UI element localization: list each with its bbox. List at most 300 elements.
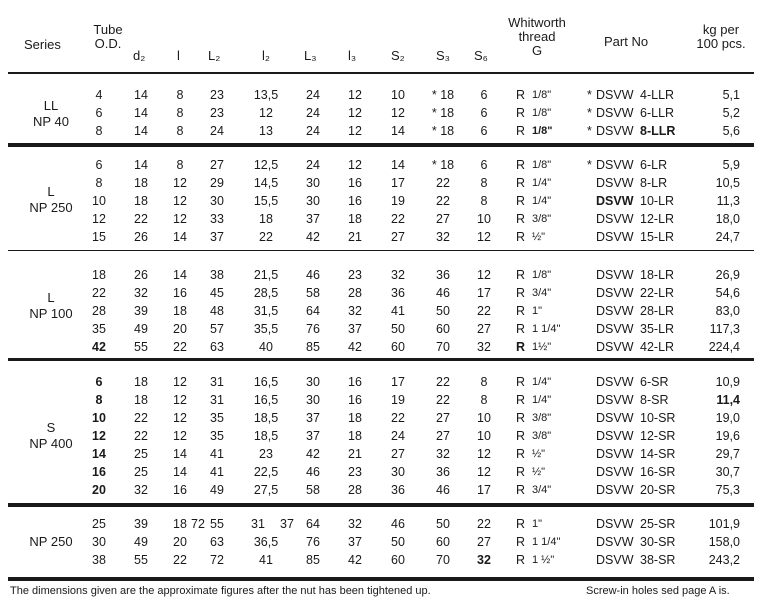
cell-thread-size: 1 1/4" bbox=[532, 323, 561, 335]
cell-thread-size: 3/4" bbox=[532, 484, 552, 496]
cell-l3: 16 bbox=[348, 176, 362, 190]
cell-part-star: * bbox=[587, 88, 592, 102]
cell-od: 12 bbox=[92, 429, 106, 443]
cell-l2: 41 bbox=[259, 553, 273, 567]
header-kg-line2: 100 pcs. bbox=[696, 36, 746, 51]
cell-thread-size: 1/4" bbox=[532, 195, 552, 207]
cell-part-star: * bbox=[587, 124, 592, 138]
cell-od: 4 bbox=[95, 88, 103, 102]
table-row bbox=[0, 104, 762, 122]
cell-part-code: 10-SR bbox=[640, 411, 676, 425]
cell-L3: 24 bbox=[306, 88, 320, 102]
cell-L3: 58 bbox=[306, 483, 320, 497]
cell-S3: 60 bbox=[436, 535, 450, 549]
cell-L2: 57 bbox=[210, 322, 224, 336]
cell-part-code: 22-LR bbox=[640, 286, 675, 300]
cell-L2: 23 bbox=[210, 106, 224, 120]
cell-part-code: 35-LR bbox=[640, 322, 675, 336]
cell-part-prefix: DSVW bbox=[596, 158, 634, 172]
table-row bbox=[0, 266, 762, 284]
table-row bbox=[0, 515, 762, 533]
cell-thread-r: R bbox=[516, 106, 526, 120]
cell-l3: 12 bbox=[348, 106, 362, 120]
cell-kg: 224,4 bbox=[708, 340, 740, 354]
cell-l2: 18,5 bbox=[253, 429, 279, 443]
cell-d2: 14 bbox=[134, 124, 148, 138]
cell-kg: 158,0 bbox=[708, 535, 740, 549]
cell-kg: 10,5 bbox=[715, 176, 740, 190]
cell-l3: 23 bbox=[348, 465, 362, 479]
cell-S3: * 18 bbox=[431, 124, 455, 138]
cell-od: 30 bbox=[92, 535, 106, 549]
cell-L3: 64 bbox=[306, 304, 320, 318]
cell-part-code: 16-SR bbox=[640, 465, 676, 479]
cell-part-code: 38-SR bbox=[640, 553, 676, 567]
cell-thread-size: 1/8" bbox=[532, 107, 552, 119]
cell-d2: 14 bbox=[134, 158, 148, 172]
cell-l: 8 bbox=[176, 88, 184, 102]
cell-part-prefix: DSVW bbox=[596, 176, 634, 190]
cell-S6: 10 bbox=[477, 411, 491, 425]
cell-L2: 72 bbox=[210, 553, 224, 567]
cell-S2: 12 bbox=[391, 106, 405, 120]
cell-l3: 16 bbox=[348, 194, 362, 208]
cell-S3: 50 bbox=[436, 517, 450, 531]
series-label-line: L bbox=[47, 290, 55, 305]
table-row bbox=[0, 156, 762, 174]
table-row bbox=[0, 174, 762, 192]
cell-l3: 21 bbox=[348, 230, 362, 244]
cell-S3: 32 bbox=[436, 230, 450, 244]
table-row bbox=[0, 533, 762, 551]
cell-kg: 29,7 bbox=[715, 447, 740, 461]
cell-thread-r: R bbox=[516, 517, 526, 531]
cell-thread-size: ½" bbox=[532, 466, 546, 478]
cell-kg: 19,0 bbox=[715, 411, 740, 425]
table-row bbox=[0, 284, 762, 302]
cell-l2: 23 bbox=[259, 447, 273, 461]
cell-S2: 60 bbox=[391, 340, 405, 354]
cell-L3: 85 bbox=[306, 553, 320, 567]
cell-l: 8 bbox=[176, 106, 184, 120]
cell-l2: 22,5 bbox=[253, 465, 279, 479]
cell-thread-r: R bbox=[516, 194, 526, 208]
cell-d2: 32 bbox=[134, 286, 148, 300]
cell-thread-r: R bbox=[516, 322, 526, 336]
cell-l2: 13,5 bbox=[253, 88, 279, 102]
cell-S3: * 18 bbox=[431, 158, 455, 172]
cell-od: 14 bbox=[92, 447, 106, 461]
cell-L3: 30 bbox=[306, 194, 320, 208]
cell-part-code: 4-LLR bbox=[640, 88, 675, 102]
cell-l3: 12 bbox=[348, 124, 362, 138]
header-whitworth bbox=[502, 16, 572, 58]
cell-S3: 46 bbox=[436, 286, 450, 300]
cell-part-code: 8-LLR bbox=[640, 124, 676, 138]
cell-l: 20 bbox=[173, 535, 187, 549]
cell-S2: 19 bbox=[391, 194, 405, 208]
cell-S6: 8 bbox=[480, 194, 488, 208]
cell-L3: 46 bbox=[306, 465, 320, 479]
cell-od: 25 bbox=[92, 517, 106, 531]
cell-l: 12 bbox=[173, 393, 187, 407]
cell-thread-size: 1/8" bbox=[532, 269, 552, 281]
cell-kg: 5,2 bbox=[722, 106, 740, 120]
cell-part-code: 6-SR bbox=[640, 375, 669, 389]
cell-S6: 12 bbox=[477, 268, 491, 282]
cell-L3: 76 bbox=[306, 322, 320, 336]
cell-d2: 22 bbox=[134, 212, 148, 226]
cell-thread-r: R bbox=[516, 429, 526, 443]
cell-part-prefix: DSVW bbox=[596, 230, 634, 244]
cell-l3: 16 bbox=[348, 393, 362, 407]
cell-l2: 31 bbox=[251, 517, 265, 531]
cell-S3: 27 bbox=[436, 411, 450, 425]
header-l: l bbox=[177, 48, 180, 63]
cell-l3: 32 bbox=[348, 304, 362, 318]
cell-l3: 28 bbox=[348, 483, 362, 497]
cell-part-prefix: DSVW bbox=[596, 429, 634, 443]
cell-part-code: 30-SR bbox=[640, 535, 676, 549]
cell-thread-size: 1 ½" bbox=[532, 554, 555, 566]
cell-S2: 10 bbox=[391, 88, 405, 102]
cell-part-code: 28-LR bbox=[640, 304, 675, 318]
cell-S2: 60 bbox=[391, 553, 405, 567]
cell-l2: 18,5 bbox=[253, 411, 279, 425]
header-tube-line2: O.D. bbox=[94, 36, 122, 51]
cell-l: 12 bbox=[173, 176, 187, 190]
header-whit-line2: thread bbox=[518, 29, 556, 44]
table-row bbox=[0, 86, 762, 104]
cell-l3: 16 bbox=[348, 375, 362, 389]
rule-group-1 bbox=[8, 143, 754, 147]
cell-l3: 37 bbox=[348, 535, 362, 549]
cell-l2: 36,5 bbox=[253, 535, 279, 549]
header-L3: L₃ bbox=[304, 48, 317, 63]
cell-part-prefix: DSVW bbox=[596, 286, 634, 300]
cell-part-code: 8-LR bbox=[640, 176, 668, 190]
cell-L2: 35 bbox=[210, 429, 224, 443]
cell-S3: 36 bbox=[436, 465, 450, 479]
cell-l2: 12,5 bbox=[253, 158, 279, 172]
cell-S6: 8 bbox=[480, 375, 488, 389]
cell-od: 20 bbox=[92, 483, 106, 497]
cell-part-prefix: DSVW bbox=[596, 447, 634, 461]
cell-S2: 30 bbox=[391, 465, 405, 479]
cell-l2: 35,5 bbox=[253, 322, 279, 336]
series-label-line: S bbox=[46, 420, 56, 435]
cell-S3: 22 bbox=[436, 176, 450, 190]
header-part-no: Part No bbox=[604, 34, 649, 49]
cell-S6: 12 bbox=[477, 230, 491, 244]
header-kg-line1: kg per bbox=[702, 22, 740, 37]
header-whit-line1: Whitworth bbox=[508, 15, 566, 30]
cell-part-code: 8-SR bbox=[640, 393, 669, 407]
cell-l3: 37 bbox=[348, 322, 362, 336]
cell-kg: 243,2 bbox=[708, 553, 740, 567]
cell-L3: 76 bbox=[306, 535, 320, 549]
cell-l3: 18 bbox=[348, 212, 362, 226]
cell-d2: 26 bbox=[134, 230, 148, 244]
cell-part-code: 12-SR bbox=[640, 429, 676, 443]
cell-S6: 10 bbox=[477, 429, 491, 443]
cell-l2-extra: 37 bbox=[280, 517, 294, 531]
rule-group-3 bbox=[8, 358, 754, 361]
cell-thread-r: R bbox=[516, 304, 526, 318]
header-series: Series bbox=[24, 37, 61, 52]
rule-group-4 bbox=[8, 503, 754, 507]
cell-od: 6 bbox=[95, 106, 103, 120]
cell-thread-r: R bbox=[516, 88, 526, 102]
cell-kg: 5,6 bbox=[722, 124, 740, 138]
cell-l: 16 bbox=[173, 286, 187, 300]
cell-L2: 30 bbox=[210, 194, 224, 208]
cell-S2: 50 bbox=[391, 535, 405, 549]
cell-l3: 28 bbox=[348, 286, 362, 300]
cell-l: 16 bbox=[173, 483, 187, 497]
cell-S6: 27 bbox=[477, 535, 491, 549]
cell-l: 8 bbox=[176, 124, 184, 138]
cell-thread-size: ½" bbox=[532, 448, 546, 460]
cell-l: 22 bbox=[173, 553, 187, 567]
cell-od: 16 bbox=[92, 465, 106, 479]
cell-L2: 41 bbox=[210, 465, 224, 479]
cell-part-prefix: DSVW bbox=[596, 375, 634, 389]
cell-S6: 32 bbox=[477, 340, 491, 354]
cell-S6: 8 bbox=[480, 393, 488, 407]
series-label-line: NP 250 bbox=[29, 534, 73, 549]
cell-l2: 18 bbox=[259, 212, 273, 226]
series-label-line: L bbox=[47, 184, 55, 199]
cell-S2: 36 bbox=[391, 286, 405, 300]
cell-S2: 24 bbox=[391, 429, 405, 443]
cell-S6: 6 bbox=[480, 88, 488, 102]
cell-l: 12 bbox=[173, 194, 187, 208]
cell-l2: 21,5 bbox=[253, 268, 279, 282]
cell-l3: 18 bbox=[348, 429, 362, 443]
header-S6: S₆ bbox=[474, 48, 488, 63]
cell-d2: 55 bbox=[134, 340, 148, 354]
cell-d2: 22 bbox=[134, 411, 148, 425]
cell-part-code: 20-SR bbox=[640, 483, 676, 497]
cell-d2: 25 bbox=[134, 447, 148, 461]
cell-S2: 17 bbox=[391, 375, 405, 389]
cell-thread-size: 1/8" bbox=[532, 89, 552, 101]
cell-l2: 12 bbox=[259, 106, 273, 120]
cell-thread-size: 1/8" bbox=[532, 159, 552, 171]
cell-L3: 42 bbox=[306, 447, 320, 461]
cell-l: 12 bbox=[173, 375, 187, 389]
cell-part-prefix: DSVW bbox=[596, 194, 634, 208]
cell-thread-size: 1/8" bbox=[532, 125, 553, 137]
cell-od: 28 bbox=[92, 304, 106, 318]
cell-od: 38 bbox=[92, 553, 106, 567]
cell-L2: 29 bbox=[210, 176, 224, 190]
cell-kg: 11,3 bbox=[716, 194, 740, 208]
cell-l-extra: 72 bbox=[191, 517, 205, 531]
cell-thread-r: R bbox=[516, 212, 526, 226]
cell-S6: 22 bbox=[477, 304, 491, 318]
cell-part-code: 10-LR bbox=[640, 194, 675, 208]
cell-d2: 22 bbox=[134, 429, 148, 443]
cell-L2: 45 bbox=[210, 286, 224, 300]
cell-thread-size: 1/4" bbox=[532, 376, 552, 388]
cell-od: 6 bbox=[95, 375, 103, 389]
cell-part-prefix: DSVW bbox=[596, 553, 634, 567]
cell-thread-size: 1/4" bbox=[532, 394, 552, 406]
cell-L2: 31 bbox=[210, 375, 224, 389]
table-row bbox=[0, 320, 762, 338]
cell-l2: 27,5 bbox=[253, 483, 279, 497]
cell-S3: 70 bbox=[436, 553, 450, 567]
cell-thread-r: R bbox=[516, 286, 526, 300]
cell-S2: 22 bbox=[391, 212, 405, 226]
cell-thread-size: 1/4" bbox=[532, 177, 552, 189]
cell-od: 15 bbox=[92, 230, 106, 244]
cell-l2: 31,5 bbox=[253, 304, 279, 318]
cell-L2: 63 bbox=[210, 340, 224, 354]
cell-d2: 14 bbox=[134, 88, 148, 102]
cell-part-star: * bbox=[587, 158, 592, 172]
table-row bbox=[0, 210, 762, 228]
cell-kg: 5,1 bbox=[722, 88, 740, 102]
cell-L3: 24 bbox=[306, 124, 320, 138]
cell-part-code: 42-LR bbox=[640, 340, 675, 354]
table-row bbox=[0, 551, 762, 569]
cell-part-code: 14-SR bbox=[640, 447, 676, 461]
cell-l: 14 bbox=[173, 230, 187, 244]
cell-S2: 27 bbox=[391, 447, 405, 461]
cell-L2: 49 bbox=[210, 483, 224, 497]
cell-l2: 22 bbox=[259, 230, 273, 244]
cell-d2: 26 bbox=[134, 268, 148, 282]
footer-note: The dimensions given are the approximate figures after the nut has been tightened up. bbox=[10, 585, 431, 597]
cell-part-prefix: DSVW bbox=[596, 124, 634, 138]
cell-od: 8 bbox=[95, 393, 103, 407]
cell-l2: 16,5 bbox=[253, 375, 279, 389]
cell-kg: 117,3 bbox=[709, 322, 740, 336]
rule-bottom bbox=[8, 577, 754, 581]
cell-S6: 22 bbox=[477, 517, 491, 531]
cell-S3: * 18 bbox=[431, 106, 455, 120]
cell-L2: 27 bbox=[210, 158, 224, 172]
cell-L3: 24 bbox=[306, 158, 320, 172]
cell-part-prefix: DSVW bbox=[596, 106, 634, 120]
cell-l3: 18 bbox=[348, 411, 362, 425]
cell-l: 12 bbox=[173, 212, 187, 226]
cell-d2: 14 bbox=[134, 106, 148, 120]
cell-part-star: * bbox=[587, 106, 592, 120]
cell-l: 18 bbox=[173, 304, 187, 318]
footer-reference: Screw-in holes sed page A is. bbox=[586, 585, 730, 597]
cell-S2: 14 bbox=[391, 158, 405, 172]
cell-part-code: 12-LR bbox=[640, 212, 675, 226]
cell-od: 8 bbox=[95, 176, 103, 190]
cell-od: 18 bbox=[92, 268, 106, 282]
cell-thread-r: R bbox=[516, 375, 526, 389]
cell-kg: 83,0 bbox=[715, 304, 740, 318]
cell-L3: 37 bbox=[306, 429, 320, 443]
cell-l: 20 bbox=[173, 322, 187, 336]
cell-L2: 23 bbox=[210, 88, 224, 102]
cell-L2: 48 bbox=[210, 304, 224, 318]
cell-l2: 16,5 bbox=[253, 393, 279, 407]
cell-L2: 63 bbox=[210, 535, 224, 549]
cell-d2: 32 bbox=[134, 483, 148, 497]
cell-kg: 18,0 bbox=[715, 212, 740, 226]
cell-d2: 18 bbox=[134, 194, 148, 208]
cell-thread-r: R bbox=[516, 393, 526, 407]
cell-part-prefix: DSVW bbox=[596, 393, 634, 407]
cell-part-code: 25-SR bbox=[640, 517, 676, 531]
cell-l2: 28,5 bbox=[253, 286, 279, 300]
cell-S3: 50 bbox=[436, 304, 450, 318]
cell-S2: 17 bbox=[391, 176, 405, 190]
cell-l: 22 bbox=[173, 340, 187, 354]
cell-part-code: 6-LLR bbox=[640, 106, 675, 120]
table-row bbox=[0, 302, 762, 320]
cell-od: 22 bbox=[92, 286, 106, 300]
header-d2: d₂ bbox=[133, 48, 146, 63]
cell-L2: 38 bbox=[210, 268, 224, 282]
cell-od: 12 bbox=[92, 212, 106, 226]
cell-thread-size: 1½" bbox=[532, 341, 552, 353]
cell-S6: 17 bbox=[477, 483, 491, 497]
cell-S6: 8 bbox=[480, 176, 488, 190]
cell-part-code: 15-LR bbox=[640, 230, 675, 244]
table-row bbox=[0, 409, 762, 427]
cell-thread-r: R bbox=[516, 535, 526, 549]
cell-L3: 58 bbox=[306, 286, 320, 300]
series-label-line: NP 40 bbox=[33, 114, 69, 129]
cell-S6: 32 bbox=[477, 553, 491, 567]
cell-od: 10 bbox=[92, 411, 106, 425]
cell-part-prefix: DSVW bbox=[596, 411, 634, 425]
series-label-line: NP 100 bbox=[29, 306, 73, 321]
cell-kg: 75,3 bbox=[715, 483, 740, 497]
cell-l3: 21 bbox=[348, 447, 362, 461]
cell-od: 10 bbox=[92, 194, 106, 208]
cell-kg: 26,9 bbox=[715, 268, 740, 282]
cell-S6: 6 bbox=[480, 106, 488, 120]
cell-thread-r: R bbox=[516, 230, 526, 244]
header-l2: l₂ bbox=[262, 48, 270, 63]
cell-kg: 54,6 bbox=[715, 286, 740, 300]
cell-l2: 14,5 bbox=[253, 176, 279, 190]
cell-S2: 19 bbox=[391, 393, 405, 407]
cell-l: 18 bbox=[173, 517, 187, 531]
table-row bbox=[0, 391, 762, 409]
cell-d2: 55 bbox=[134, 553, 148, 567]
cell-l3: 32 bbox=[348, 517, 362, 531]
cell-part-prefix: DSVW bbox=[596, 268, 634, 282]
cell-d2: 18 bbox=[134, 375, 148, 389]
cell-S6: 27 bbox=[477, 322, 491, 336]
cell-L3: 64 bbox=[306, 517, 320, 531]
cell-L3: 30 bbox=[306, 176, 320, 190]
cell-S6: 12 bbox=[477, 465, 491, 479]
cell-S3: 27 bbox=[436, 429, 450, 443]
cell-l3: 12 bbox=[348, 158, 362, 172]
table-row bbox=[0, 338, 762, 356]
cell-S3: 46 bbox=[436, 483, 450, 497]
cell-L3: 30 bbox=[306, 393, 320, 407]
cell-L3: 46 bbox=[306, 268, 320, 282]
header-kg bbox=[692, 23, 750, 51]
cell-part-code: 6-LR bbox=[640, 158, 668, 172]
cell-l3: 23 bbox=[348, 268, 362, 282]
rule-header bbox=[8, 72, 754, 74]
